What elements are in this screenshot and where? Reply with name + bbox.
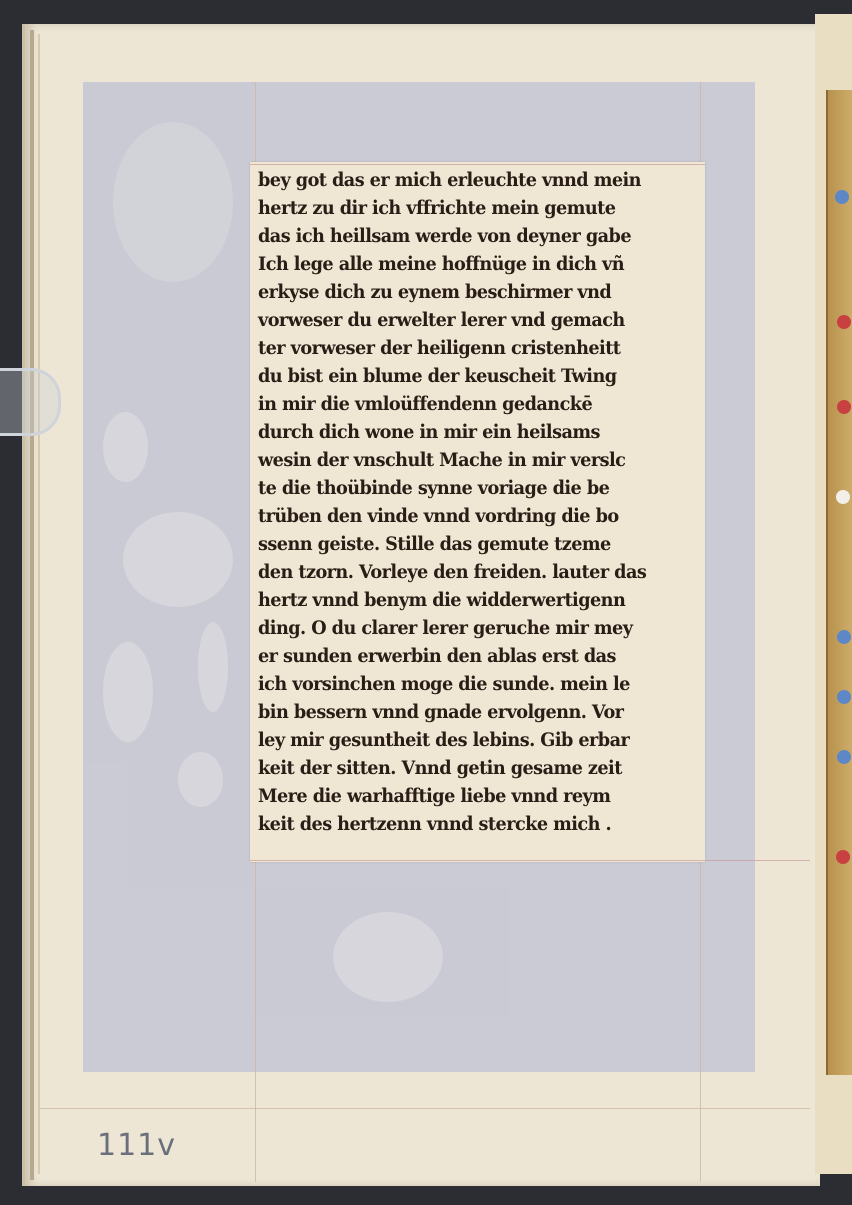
ruling-line bbox=[250, 164, 705, 165]
blue-flower-icon bbox=[837, 690, 851, 704]
blue-flower-icon bbox=[837, 750, 851, 764]
text-line: ter vorweser der heiligenn cristenheitt bbox=[258, 337, 621, 359]
white-flower-icon bbox=[836, 490, 850, 504]
ruling-horizontal bbox=[40, 1108, 810, 1109]
text-line: das ich heillsam werde von deyner gabe bbox=[258, 225, 632, 247]
red-flower-icon bbox=[837, 315, 851, 329]
red-flower-icon bbox=[837, 400, 851, 414]
text-line: ley mir gesuntheit des lebins. Gib erbar bbox=[258, 729, 630, 751]
folio-number: 111v bbox=[97, 1128, 177, 1163]
text-line: ich vorsinchen moge die sunde. mein le bbox=[258, 673, 630, 695]
text-line: hertz zu dir ich vffrichte mein gemute bbox=[258, 197, 616, 219]
red-flower-icon bbox=[836, 850, 850, 864]
text-line: vorweser du erwelter lerer vnd gemach bbox=[258, 309, 625, 331]
text-line: te die thoübinde synne voriage die be bbox=[258, 477, 610, 499]
text-line: den tzorn. Vorleye den freiden. lauter das bbox=[258, 561, 647, 583]
show-through-swirl bbox=[113, 122, 233, 282]
text-line: ding. O du clarer lerer geruche mir mey bbox=[258, 617, 633, 639]
text-line: er sunden erwerbin den ablas erst das bbox=[258, 645, 616, 667]
show-through-swirl bbox=[333, 912, 443, 1002]
blue-flower-icon bbox=[837, 630, 851, 644]
text-line: erkyse dich zu eynem beschirmer vnd bbox=[258, 281, 612, 303]
text-line: bin bessern vnnd gnade ervolgenn. Vor bbox=[258, 701, 624, 723]
text-line: keit der sitten. Vnnd getin gesame zeit bbox=[258, 757, 622, 779]
text-line: du bist ein blume der keuscheit Twing bbox=[258, 365, 617, 387]
blue-flower-icon bbox=[835, 190, 849, 204]
ruling-line bbox=[250, 860, 810, 861]
text-line: wesin der vnschult Mache in mir verslc bbox=[258, 449, 626, 471]
text-line: ssenn geiste. Stille das gemute tzeme bbox=[258, 533, 611, 555]
page-clip bbox=[0, 368, 61, 436]
text-line: durch dich wone in mir ein heilsams bbox=[258, 421, 600, 443]
show-through-swirl bbox=[103, 642, 153, 742]
show-through-swirl bbox=[123, 512, 233, 607]
show-through-swirl bbox=[198, 622, 228, 712]
text-line: trüben den vinde vnnd vordring die bo bbox=[258, 505, 619, 527]
text-line: keit des hertzenn vnnd stercke mich . bbox=[258, 813, 612, 835]
text-line: in mir die vmloüffendenn gedanckē bbox=[258, 393, 593, 415]
text-line: Mere die warhafftige liebe vnnd reym bbox=[258, 785, 611, 807]
page-edge bbox=[30, 30, 34, 1180]
facing-page-illuminated-border bbox=[826, 90, 852, 1075]
text-line: hertz vnnd benym die widderwertigenn bbox=[258, 589, 626, 611]
text-line: bey got das er mich erleuchte vnnd mein bbox=[258, 169, 641, 191]
show-through-swirl bbox=[178, 752, 223, 807]
text-line: Ich lege alle meine hoffnüge in dich vñ bbox=[258, 253, 625, 275]
show-through-swirl bbox=[103, 412, 148, 482]
page-edge-inner bbox=[38, 34, 40, 1174]
